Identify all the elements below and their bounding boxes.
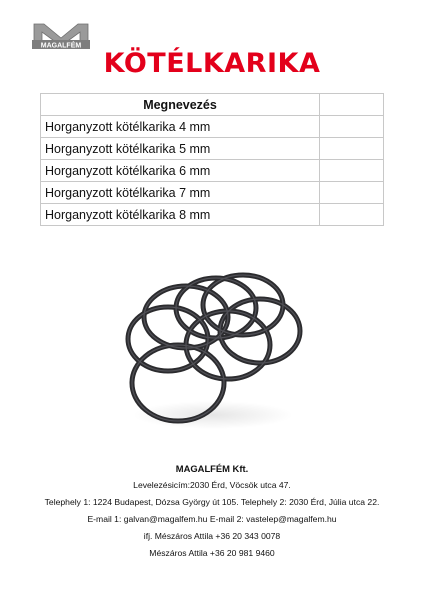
table-cell-empty bbox=[320, 116, 384, 138]
table-row bbox=[41, 116, 384, 138]
table-row bbox=[41, 182, 384, 204]
table-row bbox=[41, 204, 384, 226]
column-header-megnevezes: Megnevezés bbox=[41, 94, 320, 116]
mail-address: Levelezésicím:2030 Érd, Vöcsök utca 47. bbox=[133, 480, 291, 490]
table-cell-empty bbox=[320, 204, 384, 226]
table-cell-empty bbox=[320, 94, 384, 116]
contact-footer bbox=[0, 460, 424, 562]
company-name: MAGALFÉM Kft. bbox=[175, 463, 249, 474]
table-header-row bbox=[41, 94, 384, 116]
product-name: Horganyzott kötélkarika 7 mm bbox=[41, 182, 320, 204]
logo-text: MAGALFÉM bbox=[40, 42, 82, 50]
page-title: KÖTÉLKARIKA bbox=[103, 48, 321, 79]
product-name: Horganyzott kötélkarika 4 mm bbox=[41, 116, 320, 138]
phone-contact-1: ifj. Mészáros Attila +36 20 343 0078 bbox=[143, 531, 281, 541]
phone-contact-2: Mészáros Attila +36 20 981 9460 bbox=[149, 548, 275, 558]
table-cell-empty bbox=[320, 160, 384, 182]
product-name: Horganyzott kötélkarika 6 mm bbox=[41, 160, 320, 182]
table-row bbox=[41, 138, 384, 160]
email-addresses: E-mail 1: galvan@magalfem.hu E-mail 2: vastelep@magalfem.hu bbox=[87, 514, 337, 524]
table-row bbox=[41, 160, 384, 182]
table-cell-empty bbox=[320, 182, 384, 204]
product-photo bbox=[118, 265, 308, 435]
product-name: Horganyzott kötélkarika 8 mm bbox=[41, 204, 320, 226]
rings-photo-icon bbox=[118, 265, 308, 435]
site-addresses: Telephely 1: 1224 Budapest, Dózsa György út 105. Telephely 2: 2030 Érd, Júlia utca 22. bbox=[44, 497, 380, 507]
product-name: Horganyzott kötélkarika 5 mm bbox=[41, 138, 320, 160]
product-table bbox=[40, 93, 384, 226]
table-cell-empty bbox=[320, 138, 384, 160]
